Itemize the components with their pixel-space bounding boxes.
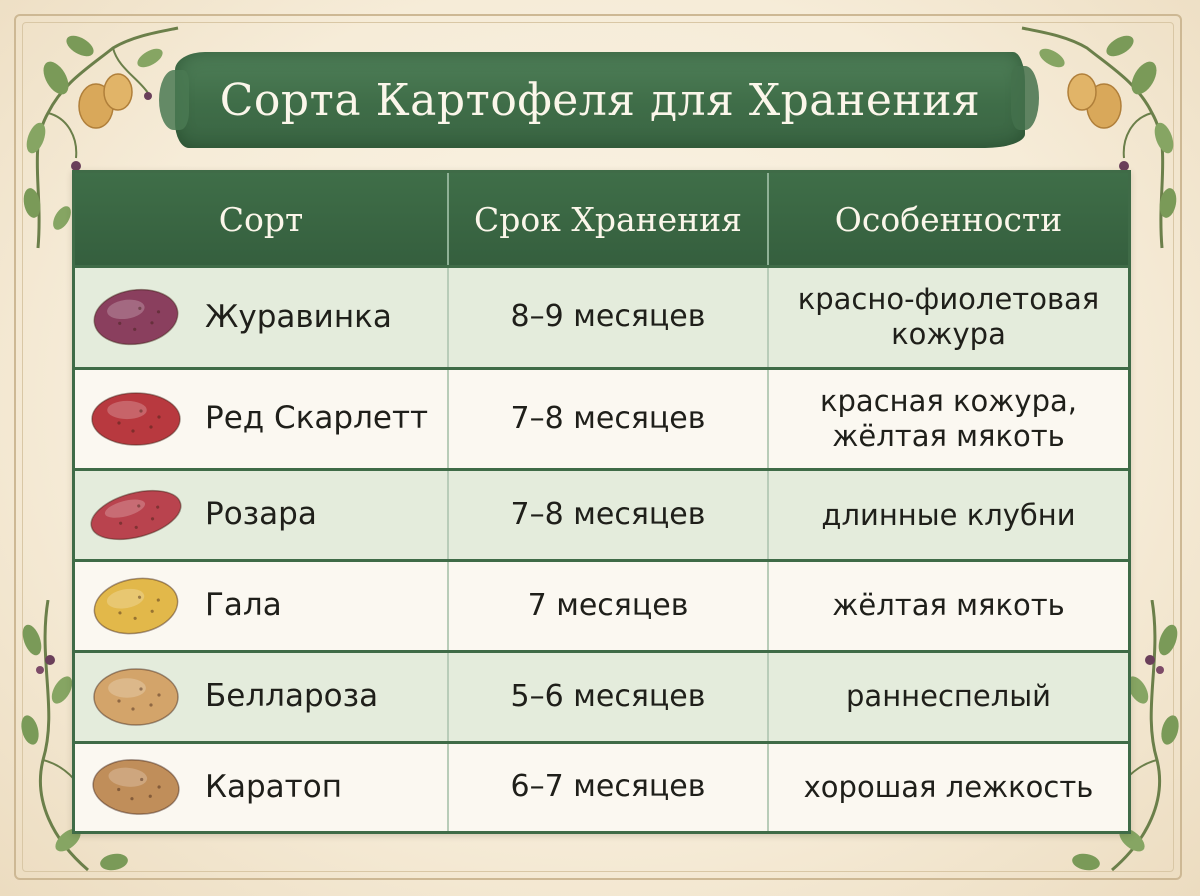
table-row bbox=[75, 267, 1128, 369]
variety-name: Розара bbox=[205, 496, 317, 533]
table-header-row bbox=[75, 173, 1128, 267]
storage-cell: 7–8 месяцев bbox=[448, 470, 768, 561]
page-title: Сорта Картофеля для Хранения bbox=[219, 74, 981, 126]
variety-cell bbox=[75, 651, 448, 742]
feature-cell: жёлтая мякоть bbox=[768, 560, 1128, 651]
storage-cell: 5–6 месяцев bbox=[448, 651, 768, 742]
yellow-potato-icon bbox=[89, 576, 183, 636]
pink-red-long-potato-icon bbox=[89, 485, 183, 545]
variety-name: Каратоп bbox=[205, 768, 342, 805]
storage-cell: 6–7 месяцев bbox=[448, 742, 768, 831]
variety-name: Журавинка bbox=[205, 298, 392, 335]
storage-cell: 7 месяцев bbox=[448, 560, 768, 651]
header-features: Особенности bbox=[768, 173, 1128, 267]
title-banner bbox=[175, 52, 1025, 148]
storage-cell: 8–9 месяцев bbox=[448, 267, 768, 369]
variety-cell bbox=[75, 470, 448, 561]
header-variety: Сорт bbox=[75, 173, 448, 267]
variety-cell bbox=[75, 368, 448, 470]
variety-cell bbox=[75, 560, 448, 651]
feature-cell: раннеспелый bbox=[768, 651, 1128, 742]
table-row bbox=[75, 470, 1128, 561]
table-row bbox=[75, 742, 1128, 831]
variety-name: Беллароза bbox=[205, 678, 379, 715]
purple-potato-icon bbox=[89, 287, 183, 347]
varieties-table bbox=[72, 170, 1131, 834]
storage-cell: 7–8 месяцев bbox=[448, 368, 768, 470]
table-row bbox=[75, 651, 1128, 742]
variety-name: Гала bbox=[205, 587, 282, 624]
feature-cell: хорошая лежкость bbox=[768, 742, 1128, 831]
header-storage: Срок Хранения bbox=[448, 173, 768, 267]
table-row bbox=[75, 368, 1128, 470]
table-row bbox=[75, 560, 1128, 651]
feature-cell: красно-фиолетовая кожура bbox=[768, 267, 1128, 369]
brown-potato-icon bbox=[89, 757, 183, 817]
red-potato-icon bbox=[89, 389, 183, 449]
tan-potato-icon bbox=[89, 667, 183, 727]
variety-name: Ред Скарлетт bbox=[205, 400, 429, 437]
feature-cell: длинные клубни bbox=[768, 470, 1128, 561]
variety-cell bbox=[75, 267, 448, 369]
variety-cell bbox=[75, 742, 448, 831]
feature-cell: красная кожура, жёлтая мякоть bbox=[768, 368, 1128, 470]
